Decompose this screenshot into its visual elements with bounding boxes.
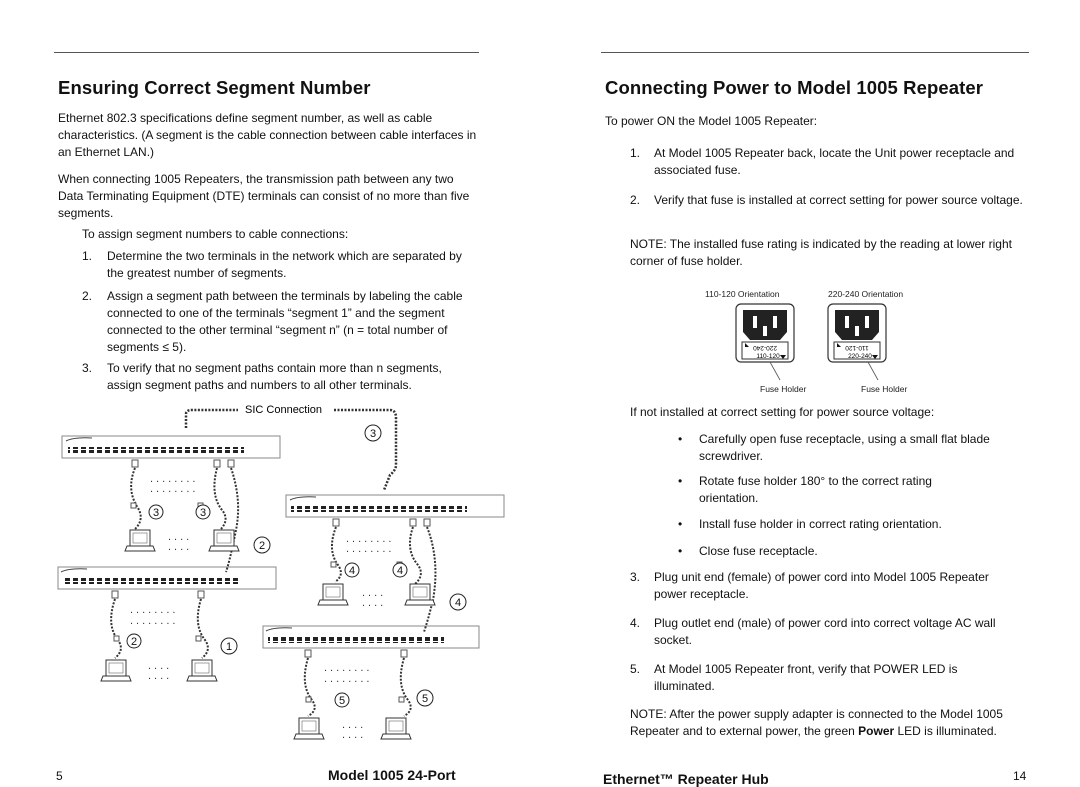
power-led-word: Power: [858, 724, 895, 738]
step-number: 5.: [630, 662, 641, 676]
svg-text:....: ....: [342, 729, 367, 741]
hub-4: [263, 626, 479, 648]
step-number: 2.: [82, 289, 93, 303]
segment-label-1: 1: [225, 641, 233, 653]
bullet-text: Rotate fuse holder 180° to the correct rating orientation.: [699, 474, 932, 505]
right-step-5: [630, 661, 1025, 695]
bullet-2: [678, 473, 1018, 507]
step-number: 1.: [630, 146, 641, 160]
right-page-number: 14: [1013, 769, 1027, 783]
fuse-label-upside: 220-240: [753, 344, 777, 351]
sic-connection-label: SIC Connection: [245, 404, 323, 416]
bullet-1: [678, 431, 1018, 465]
segment-label-3: 3: [152, 507, 160, 519]
segment-label-5: 5: [338, 695, 346, 707]
svg-text:....: ....: [148, 670, 173, 682]
step-text: Assign a segment path between the terminals by labeling the cable connected to one of the terminals “segment 1” and the segment connected to the other terminal “segment n” (n = total number of segments ≤ 5).: [107, 289, 463, 354]
five-segment-paragraph: When connecting 1005 Repeaters, the transmission path between any two Data Terminating Equipment (DTE) terminals can consist of no more than five segments.: [58, 172, 470, 220]
segment-label-2: 2: [258, 540, 266, 552]
segment-label-4: 4: [396, 565, 404, 577]
receptacle-220: [828, 304, 886, 362]
bullet-dot: •: [678, 474, 683, 488]
bullet-3: [678, 516, 1018, 533]
segment-label-3: 3: [199, 507, 207, 519]
bullet-text: Close fuse receptacle.: [699, 544, 818, 558]
hub-3: [58, 567, 276, 589]
step-number: 3.: [82, 361, 93, 375]
svg-text:........: ........: [346, 543, 395, 555]
svg-text:........: ........: [150, 483, 199, 495]
bullet-dot: •: [678, 517, 683, 531]
bullet-4: [678, 543, 1018, 560]
assign-intro: To assign segment numbers to cable connections:: [82, 227, 349, 241]
step-number: 3.: [630, 570, 641, 584]
segment-label-4: 4: [348, 565, 356, 577]
step-text: Verify that fuse is installed at correct setting for power source voltage.: [654, 193, 1023, 207]
segment-label-2: 2: [130, 636, 138, 648]
right-step-3: [630, 569, 1025, 603]
hub-1: [62, 436, 280, 458]
right-footer-title: Ethernet™ Repeater Hub: [603, 771, 769, 787]
bullet-dot: •: [678, 432, 683, 446]
step-text: Plug outlet end (male) of power cord into correct voltage AC wall socket.: [654, 616, 996, 647]
fuse-label: 110-120: [756, 353, 780, 360]
bullet-dot: •: [678, 544, 683, 558]
segment-label-3: 3: [369, 428, 377, 440]
step-number: 2.: [630, 193, 641, 207]
step-text: At Model 1005 Repeater back, locate the Unit power receptacle and associated fuse.: [654, 146, 1015, 177]
right-page-title: Connecting Power to Model 1005 Repeater: [605, 77, 984, 98]
left-page-number: 5: [56, 769, 63, 783]
fuse-label: 220-240: [848, 353, 872, 360]
orientation-label-110: 110-120 Orientation: [705, 289, 780, 299]
fuse-holder-label-left: Fuse Holder: [760, 384, 807, 394]
svg-text:....: ....: [168, 531, 193, 543]
left-page-title: Ensuring Correct Segment Number: [58, 77, 371, 98]
svg-text:....: ....: [168, 541, 193, 553]
fuse-label-upside: 110-120: [845, 344, 869, 351]
svg-text:........: ........: [324, 662, 373, 674]
step-text: Plug unit end (female) of power cord into Model 1005 Repeater power receptacle.: [654, 570, 989, 601]
step-text: Determine the two terminals in the network which are separated by the greatest number of segments.: [107, 249, 462, 280]
svg-text:........: ........: [130, 615, 179, 627]
power-led-note: [630, 706, 1025, 740]
note-text-end: LED is illuminated.: [894, 724, 997, 738]
bullet-text: Carefully open fuse receptacle, using a small flat blade screwdriver.: [699, 432, 990, 463]
segment-definition-paragraph: Ethernet 802.3 specifications define segment number, as well as cable characteristics. (A segment is the cable connection between cable interfaces in an Ethernet LAN.): [58, 111, 477, 159]
svg-text:....: ....: [362, 597, 387, 609]
step-number: 4.: [630, 616, 641, 630]
step-text: To verify that no segment paths contain more than n segments, assign segment paths and numbers to all other terminals.: [107, 361, 442, 392]
fuse-holder-label-right: Fuse Holder: [861, 384, 908, 394]
svg-text:....: ....: [148, 660, 173, 672]
bullet-text: Install fuse holder in correct rating orientation.: [699, 517, 942, 531]
svg-text:....: ....: [342, 719, 367, 731]
fuse-rating-note: NOTE: The installed fuse rating is indicated by the reading at lower right corner of fuse holder.: [630, 237, 1012, 268]
left-footer-title: Model 1005 24-Port: [328, 767, 456, 783]
receptacle-110: [736, 304, 794, 362]
hub-2: [286, 495, 504, 517]
power-intro: To power ON the Model 1005 Repeater:: [605, 114, 818, 128]
right-step-1: [630, 145, 1025, 179]
svg-text:........: ........: [346, 533, 395, 545]
svg-text:........: ........: [150, 473, 199, 485]
right-step-2: [630, 192, 1025, 226]
step-text: At Model 1005 Repeater front, verify that POWER LED is illuminated.: [654, 662, 958, 693]
svg-text:........: ........: [324, 673, 373, 685]
fuse-holder-figure: [700, 284, 940, 399]
svg-text:........: ........: [130, 604, 179, 616]
segment-label-5: 5: [421, 693, 429, 705]
step-number: 1.: [82, 249, 93, 263]
right-step-4: [630, 615, 1025, 649]
note-text-start: NOTE: After the power supply adapter is connected to the Model 1005 Repeater and to external power, the green: [630, 707, 1003, 738]
if-not-installed-text: If not installed at correct setting for power source voltage:: [630, 405, 935, 419]
segment-label-4: 4: [454, 597, 462, 609]
orientation-label-220: 220-240 Orientation: [828, 289, 904, 299]
svg-text:....: ....: [362, 587, 387, 599]
